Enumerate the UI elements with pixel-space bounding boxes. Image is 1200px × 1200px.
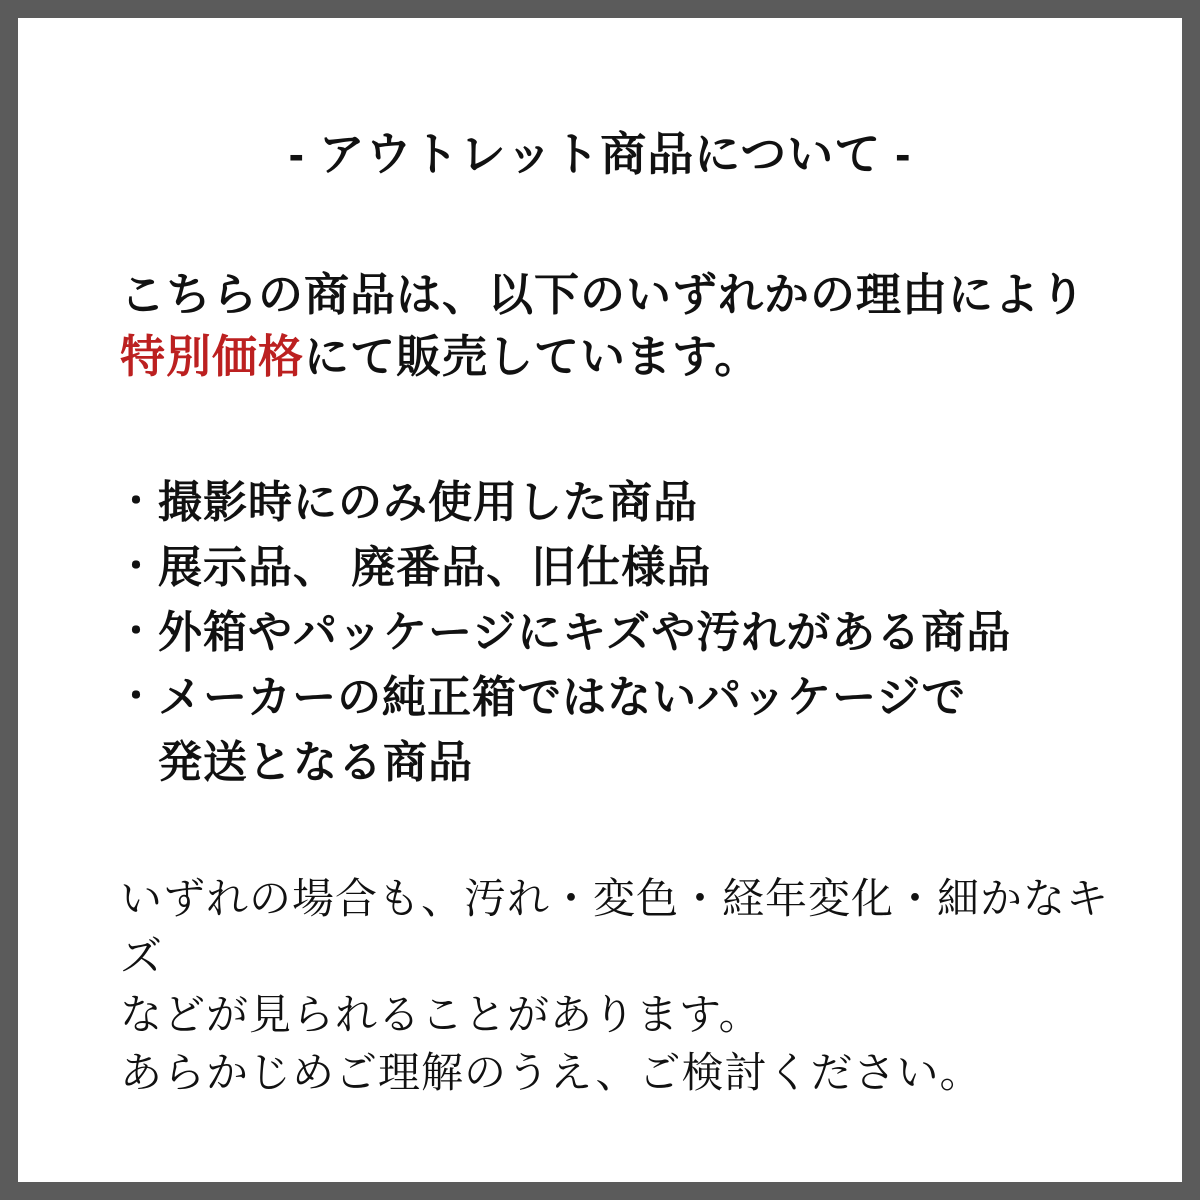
list-item (103, 665, 1122, 795)
disclaimer-line3: あらかじめご理解のうえ、ご検討ください。 (120, 1049, 983, 1096)
bullet-icon: ・ (117, 676, 157, 718)
bullet-icon: ・ (117, 546, 157, 588)
bullet-icon: ・ (117, 481, 157, 523)
bullet-icon: ・ (117, 611, 157, 653)
reason-text (158, 665, 1122, 795)
disclaimer-paragraph (120, 870, 1122, 1102)
intro-line2-rest: にて販売しています。 (304, 331, 761, 382)
reason-text-line2: 発送となる商品 (158, 738, 473, 787)
special-price-highlight: 特別価格 (120, 331, 305, 382)
intro-line1: こちらの商品は、以下のいずれかの理由により (120, 269, 1087, 320)
list-item (103, 535, 1122, 600)
page-title: - アウトレット商品について - (288, 128, 912, 180)
reason-text-line1: メーカーの純正箱ではないパッケージで (158, 673, 967, 722)
reason-list (103, 470, 1122, 795)
reason-text: 外箱やパッケージにキズや汚れがある商品 (158, 608, 1012, 657)
reason-text: 展示品、 廃番品、旧仕様品 (158, 543, 712, 592)
list-item (103, 600, 1122, 665)
reason-text: 撮影時にのみ使用した商品 (158, 478, 698, 527)
disclaimer-line2: などが見られることがあります。 (120, 991, 762, 1038)
list-item (103, 470, 1122, 535)
intro-paragraph (120, 264, 1122, 388)
disclaimer-line1: いずれの場合も、汚れ・変色・経年変化・細かなキズ (120, 875, 1110, 980)
notice-card (18, 18, 1182, 1182)
